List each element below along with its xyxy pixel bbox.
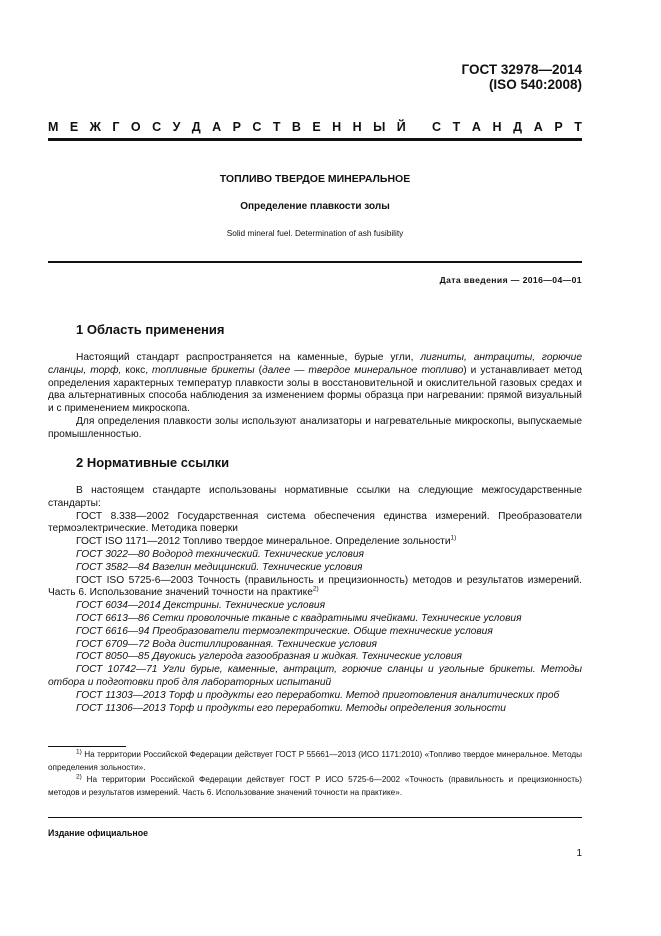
reference-item: ГОСТ 6613—86 Сетки проволочные тканые с квадратными ячейками. Технические условия xyxy=(76,612,522,624)
reference-item: ГОСТ ISO 1171—2012 Топливо твердое минеральное. Определение зольности$^{1)}$ xyxy=(76,534,457,548)
title-rule xyxy=(48,261,582,263)
interstate-standard-banner xyxy=(48,120,582,134)
reference-item: ГОСТ ISO 5725-6—2003 Точность (правильность и прецизионность) методов и результатов измерений. Часть 6. Использование значений точности на практике$^{2)}$ xyxy=(48,574,582,599)
reference-item: ГОСТ 6034—2014 Декстрины. Технические условия xyxy=(76,600,326,612)
document-subtitle: Определение плавкости золы xyxy=(240,201,390,212)
reference-item: ГОСТ 11303—2013 Торф и продукты его переработки. Метод приготовления аналитических проб xyxy=(76,689,560,701)
standard-number: ГОСТ 32978—2014 xyxy=(461,62,582,77)
official-edition-label: Издание официальное xyxy=(48,828,148,838)
section-1-paragraph-2: Для определения плавкости золы используют анализаторы и нагревательные микроскопы, выпускаемые промышленностью. xyxy=(48,415,582,440)
footnotes xyxy=(48,749,582,799)
reference-item: ГОСТ 8050—85 Двуокись углерода газообразная и жидкая. Технические условия xyxy=(76,651,462,663)
banner-rule xyxy=(48,138,582,141)
reference-item: ГОСТ 6616—94 Преобразователи термоэлектрические. Общие технические условия xyxy=(76,625,493,637)
introduction-date: Дата введения — 2016—04—01 xyxy=(439,275,582,285)
page-number: 1 xyxy=(576,848,582,859)
footnote-item: $^{1)}$ На территории Российской Федерации действует ГОСТ Р 55661—2013 (ИСО 1171:2010) «Топливо твердое минеральное. Методы определения зольности». xyxy=(48,748,582,772)
section-1-heading: 1 Область применения xyxy=(76,322,225,337)
iso-number: (ISO 540:2008) xyxy=(488,77,582,92)
standard-number-block xyxy=(462,62,582,92)
footer-rule xyxy=(48,817,582,818)
footnote-item: $^{2)}$ На территории Российской Федерации действует ГОСТ Р ИСО 5725-6—2002 «Точность (правильность и прецизионность) методов и результатов измерений. Часть 6. Использование значений точности на практике». xyxy=(48,773,582,797)
reference-item: ГОСТ 3582—84 Вазелин медицинский. Технические условия xyxy=(76,561,363,573)
section-1 xyxy=(48,322,582,442)
reference-item: ГОСТ 10742—71 Угли бурые, каменные, антрацит, горючие сланцы и угольные брикеты. Методы отбора и подготовки проб для лабораторных испытаний xyxy=(48,664,582,688)
banner-word-standard: С Т А Н Д А Р Т xyxy=(432,120,582,134)
section-1-paragraph-1: Настоящий стандарт распространяется на каменные, бурые угли, лигниты, антрациты, горючие сланцы, торф, кокс, топливные брикеты (далее — твердое минеральное топливо) и устанавливает метод определения характерных температур плавкости золы в восстановительной и окислительной газовых средах и два альтернативных способа наблюдения за изменением формы образца при нагревании: прямой визуальный и с применением микроскопа. xyxy=(48,352,582,415)
section-2-heading: 2 Нормативные ссылки xyxy=(76,455,230,470)
banner-word-interstate: М Е Ж Г О С У Д А Р С Т В Е Н Н Ы Й xyxy=(48,120,406,134)
document-title: ТОПЛИВО ТВЕРДОЕ МИНЕРАЛЬНОЕ xyxy=(219,173,411,185)
section-2-intro: В настоящем стандарте использованы нормативные ссылки на следующие межгосударственные стандарты: xyxy=(48,485,582,509)
reference-list xyxy=(48,511,582,716)
reference-item: ГОСТ 8.338—2002 Государственная система обеспечения единства измерений. Преобразователи термоэлектрические. Методика поверки xyxy=(48,510,582,535)
reference-item: ГОСТ 6709—72 Вода дистиллированная. Технические условия xyxy=(76,638,377,650)
footnote-separator xyxy=(48,746,126,747)
reference-item: ГОСТ 11306—2013 Торф и продукты его переработки. Методы определения зольности xyxy=(76,702,506,714)
reference-item: ГОСТ 3022—80 Водород технический. Технические условия xyxy=(76,548,364,560)
english-title: Solid mineral fuel. Determination of ash fusibility xyxy=(226,228,404,238)
section-2 xyxy=(48,455,582,715)
